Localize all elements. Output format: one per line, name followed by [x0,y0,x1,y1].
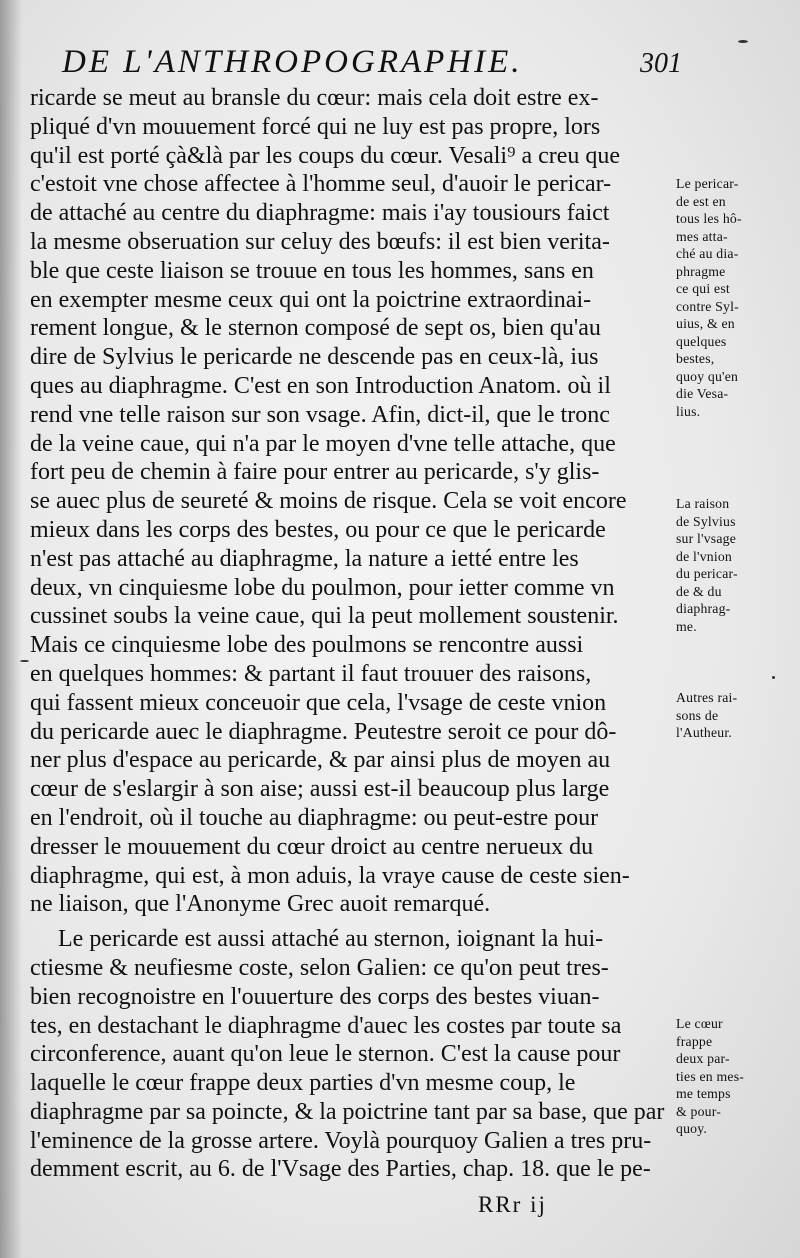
text-line: n'est pas attaché au diaphragme, la nature a ietté entre les [30,545,579,572]
margin-note-line: die Vesa- [676,387,729,402]
text-line: diaphragme par sa poincte, & la poictrine tant par sa base, que par [30,1098,665,1125]
text-line: c'estoit vne chose affectee à l'homme seul, d'auoir le pericar- [30,171,612,198]
text-line: qu'il est porté çà&là par les coups du cœur. Vesali⁹ a creu que [30,142,621,169]
text-line: en l'endroit, où il touche au diaphragme: ou peut-estre pour [30,804,599,831]
margin-note-line: ché au dia- [676,247,739,262]
text-line: l'eminence de la grosse artere. Voylà pourquoy Galien a tres pru- [30,1127,652,1154]
text-line: cœur de s'eslargir à son aise; aussi est-il beaucoup plus large [30,776,610,803]
margin-note-line: lius. [676,404,701,420]
margin-note-line: tous les hô- [676,212,742,227]
margin-note-line: deux par- [676,1052,730,1067]
text-line: bien recognoistre en l'ouuerture des corps des bestes viuan- [30,983,600,1010]
main-text [30,84,672,1184]
margin-note-line: de est en [676,194,726,210]
margin-note-line: Le cœur [676,1017,723,1032]
margin-note-line: Le pericar- [676,177,739,192]
page-edge-shadow [0,0,22,1258]
text-line: rement longue, & le sternon composé de sept os, bien qu'au [30,315,601,342]
text-line: mieux dans les corps des bestes, ou pour ce que le pericarde [30,516,606,543]
text-line: se auec plus de seureté & moins de risque. Cela se voit encore [30,488,627,515]
margin-note-4 [676,1016,788,1139]
margin-note-line: uius, & en [676,317,735,332]
ink-speck [20,660,29,662]
ink-speck [738,40,748,43]
text-line: ricarde se meut au bransle du cœur: mais cela doit estre ex- [30,85,599,111]
margin-note-line: contre Syl- [676,299,739,315]
text-line: la mesme obseruation sur celuy des bœufs: il est bien verita- [30,228,610,255]
margin-note-line: ce qui est [676,282,730,297]
margin-note-line: de l'vnion [676,549,732,565]
margin-note-line: quelques [676,334,727,350]
text-line: en quelques hommes: & partant il faut trouuer des raisons, [30,660,592,687]
text-line: ctiesme & neufiesme coste, selon Galien: ce qu'on peut tres- [30,954,609,981]
margin-note-3 [676,690,788,743]
text-line: rend vne telle raison sur son vsage. Afin, dict-il, que le tronc [30,401,610,428]
margin-note-line: ties en mes- [676,1069,745,1085]
text-line: diaphragme, qui est, à mon aduis, la vraye cause de ceste sien- [30,862,630,889]
text-line: fort peu de chemin à faire pour entrer au pericarde, s'y glis- [30,459,600,486]
page-header [62,44,682,88]
text-line: Le pericarde est aussi attaché au sternon, ioignant la hui- [58,926,604,953]
margin-note-line: l'Autheur. [676,726,732,741]
margin-note-line: quoy. [676,1122,708,1137]
margin-note-line: de & du [676,584,722,600]
running-title: DE L'ANTHROPOGRAPHIE. [62,44,523,80]
margin-note-line: & pour- [676,1104,722,1120]
margin-note-line: La raison [676,497,730,512]
text-line: de attaché au centre du diaphragme: mais i'ay tousiours faict [30,200,610,227]
margin-note-line: me. [676,619,697,635]
text-line: circonference, auant qu'on leue le sternon. C'est la cause pour [30,1041,621,1068]
ink-speck [772,676,775,679]
page-number: 301 [640,48,682,79]
text-line: pliqué d'vn mouuement forcé qui ne luy est pas propre, lors [30,113,601,140]
margin-note-1 [676,176,788,421]
margin-note-line: du pericar- [676,567,738,582]
paragraph-2 [30,925,672,1184]
text-line: deux, vn cinquiesme lobe du poulmon, pour ietter comme vn [30,574,615,601]
text-line: cussinet soubs la veine caue, qui la peut mollement soustenir. [30,603,619,630]
text-line: ques au diaphragme. C'est en son Introduction Anatom. où il [30,372,611,399]
margin-note-line: me temps [676,1087,731,1102]
text-line: ne liaison, que l'Anonyme Grec auoit remarqué. [30,891,491,918]
margin-note-2 [676,496,788,636]
margin-note-line: de Sylvius [676,514,736,530]
margin-note-line: mes atta- [676,229,728,245]
margin-note-line: diaphrag- [676,602,731,617]
text-line: ble que ceste liaison se trouue en tous les hommes, sans en [30,257,594,284]
text-line: demment escrit, au 6. de l'Vsage des Parties, chap. 18. que le pe- [30,1156,651,1183]
text-line: en exempter mesme ceux qui ont la poictrine extraordinai- [30,286,592,313]
text-line: Mais ce cinquiesme lobe des poulmons se rencontre aussi [30,632,584,659]
paragraph-1 [30,84,672,919]
text-line: dire de Sylvius le pericarde ne descende pas en ceux-là, ius [30,344,599,371]
margin-note-line: sons de [676,708,719,724]
text-line: dresser le mouuement du cœur droict au centre nerueux du [30,833,594,860]
margin-note-line: bestes, [676,352,715,367]
text-line: ner plus d'espace au pericarde, & par ainsi plus de moyen au [30,747,611,774]
text-line: du pericarde auec le diaphragme. Peutestre seroit ce pour dô- [30,718,617,745]
margin-note-line: quoy qu'en [676,369,739,385]
text-line: laquelle le cœur frappe deux parties d'vn mesme coup, le [30,1070,576,1097]
margin-note-line: phragme [676,264,726,280]
text-line: de la veine caue, qui n'a par le moyen d'vne telle attache, que [30,430,616,457]
text-line: tes, en destachant le diaphragme d'auec les costes par toute sa [30,1012,622,1039]
text-line: qui fassent mieux conceuoir que cela, l'vsage de ceste vnion [30,689,607,716]
signature-mark: RRr ij [478,1192,547,1217]
margin-note-line: sur l'vsage [676,532,737,547]
margin-note-line: frappe [676,1034,713,1050]
margin-note-line: Autres rai- [676,691,738,706]
